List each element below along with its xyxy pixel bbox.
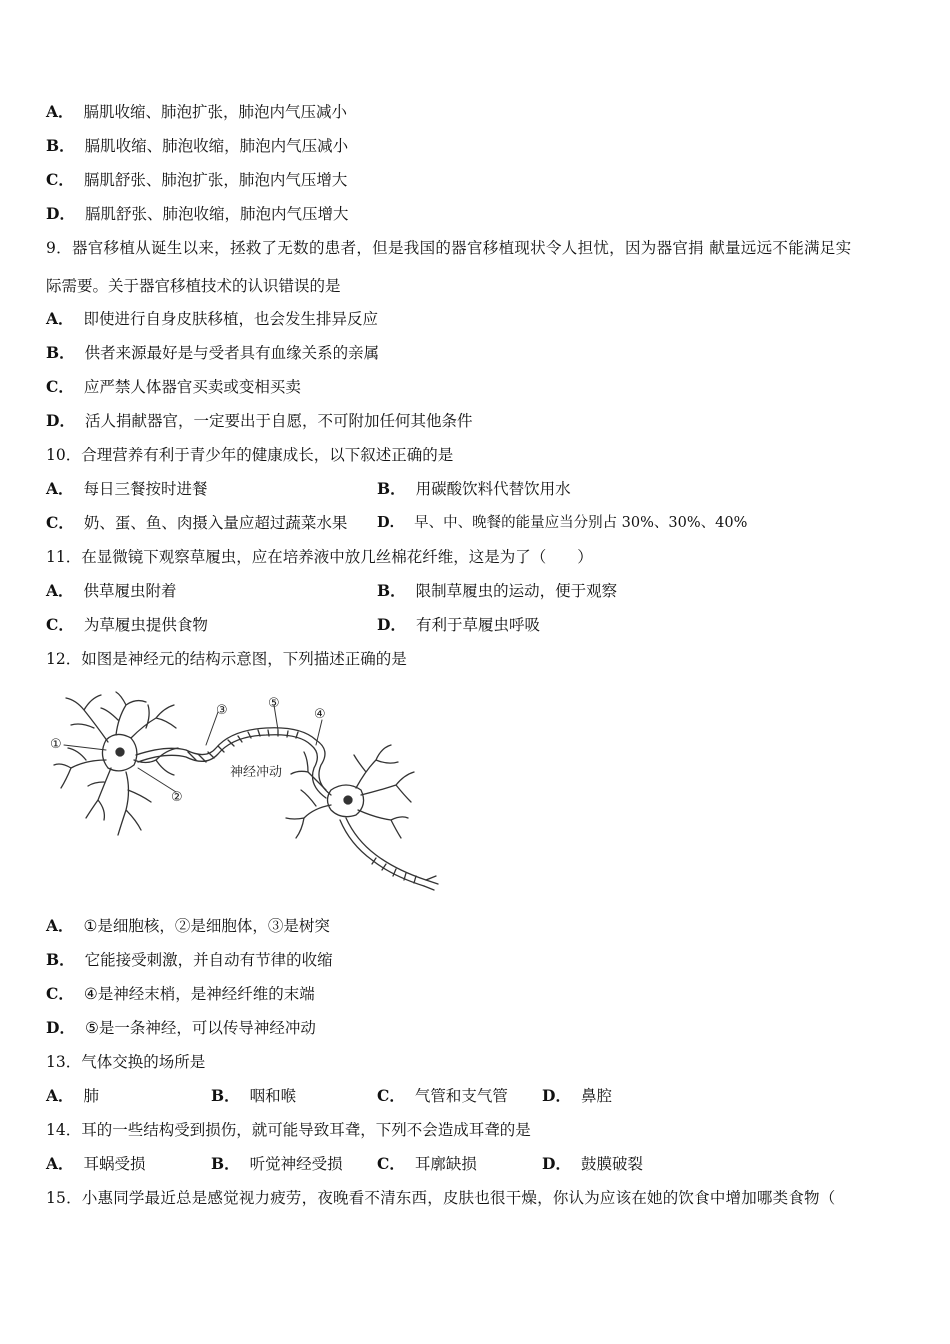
q8-option-b: B． 膈肌收缩、肺泡收缩，肺泡内气压减小 <box>46 136 349 155</box>
q14-option-a: A． 耳蜗受损 <box>46 1154 146 1173</box>
q9-stem-line2: 际需要。关于器官移植技术的认识错误的是 <box>46 277 341 295</box>
q12-option-b: B． 它能接受刺激，并自动有节律的收缩 <box>46 950 333 969</box>
label-4: ④ <box>314 707 326 722</box>
q10-option-b: B． 用碳酸饮料代替饮用水 <box>377 479 571 498</box>
q13-option-b: B． 咽和喉 <box>211 1086 297 1105</box>
q14-option-d: D． 鼓膜破裂 <box>542 1154 643 1173</box>
q10-stem: 10．合理营养有利于青少年的健康成长，以下叙述正确的是 <box>46 446 454 464</box>
q13-option-c: C． 气管和支气管 <box>377 1086 508 1105</box>
neuron-drawing <box>54 692 438 890</box>
label-1: ① <box>50 737 62 752</box>
label-3: ③ <box>216 703 228 718</box>
neuron-diagram <box>46 690 441 895</box>
q8-option-c: C． 膈肌舒张、肺泡扩张，肺泡内气压增大 <box>46 170 348 189</box>
q9-option-d: D． 活人捐献器官，一定要出于自愿，不可附加任何其他条件 <box>46 411 473 430</box>
q12-option-d: D． ⑤是一条神经，可以传导神经冲动 <box>46 1018 316 1037</box>
q9-stem-line1: 9．器官移植从诞生以来，拯救了无数的患者，但是我国的器官移植现状令人担忧，因为器官捐 献量远远不能满足实 <box>46 239 852 257</box>
q13-stem: 13．气体交换的场所是 <box>46 1053 206 1071</box>
q12-option-a: A． ①是细胞核，②是细胞体，③是树突 <box>46 916 330 935</box>
q9-option-b: B． 供者来源最好是与受者具有血缘关系的亲属 <box>46 343 380 362</box>
q14-option-c: C． 耳廓缺损 <box>377 1154 477 1173</box>
q12-option-c: C． ④是神经末梢，是神经纤维的末端 <box>46 984 315 1003</box>
q12-stem: 12．如图是神经元的结构示意图，下列描述正确的是 <box>46 650 407 668</box>
q15-stem: 15．小惠同学最近总是感觉视力疲劳，夜晚看不清东西，皮肤也很干燥，你认为应该在她的饮食中增加哪类食物（ <box>46 1189 836 1207</box>
q11-option-c: C． 为草履虫提供食物 <box>46 615 208 634</box>
q13-option-d: D． 鼻腔 <box>542 1086 612 1105</box>
q11-stem: 11．在显微镜下观察草履虫，应在培养液中放几丝棉花纤维，这是为了（ ） <box>46 548 593 566</box>
q10-option-d: D． 早、中、晚餐的能量应当分别占 30%、30%、40% <box>377 514 748 531</box>
q9-option-a: A． 即使进行自身皮肤移植，也会发生排异反应 <box>46 309 379 328</box>
q8-option-a: A． 膈肌收缩、肺泡扩张，肺泡内气压减小 <box>46 102 348 121</box>
q11-option-d: D． 有利于草履虫呼吸 <box>377 615 540 634</box>
label-5: ⑤ <box>268 696 280 711</box>
q14-option-b: B． 听觉神经受损 <box>211 1154 343 1173</box>
label-2: ② <box>171 790 183 805</box>
q13-option-a: A． 肺 <box>46 1086 100 1105</box>
q11-option-a: A． 供草履虫附着 <box>46 581 177 600</box>
diagram-caption: 神经冲动 <box>230 765 283 780</box>
q14-stem: 14．耳的一些结构受到损伤，就可能导致耳聋，下列不会造成耳聋的是 <box>46 1121 531 1139</box>
q9-option-c: C． 应严禁人体器官买卖或变相买卖 <box>46 377 301 396</box>
q10-option-a: A． 每日三餐按时进餐 <box>46 479 208 498</box>
q8-option-d: D． 膈肌舒张、肺泡收缩，肺泡内气压增大 <box>46 204 349 223</box>
q10-option-c: C． 奶、蛋、鱼、肉摄入量应超过蔬菜水果 <box>46 513 348 532</box>
q11-option-b: B． 限制草履虫的运动，便于观察 <box>377 581 618 600</box>
